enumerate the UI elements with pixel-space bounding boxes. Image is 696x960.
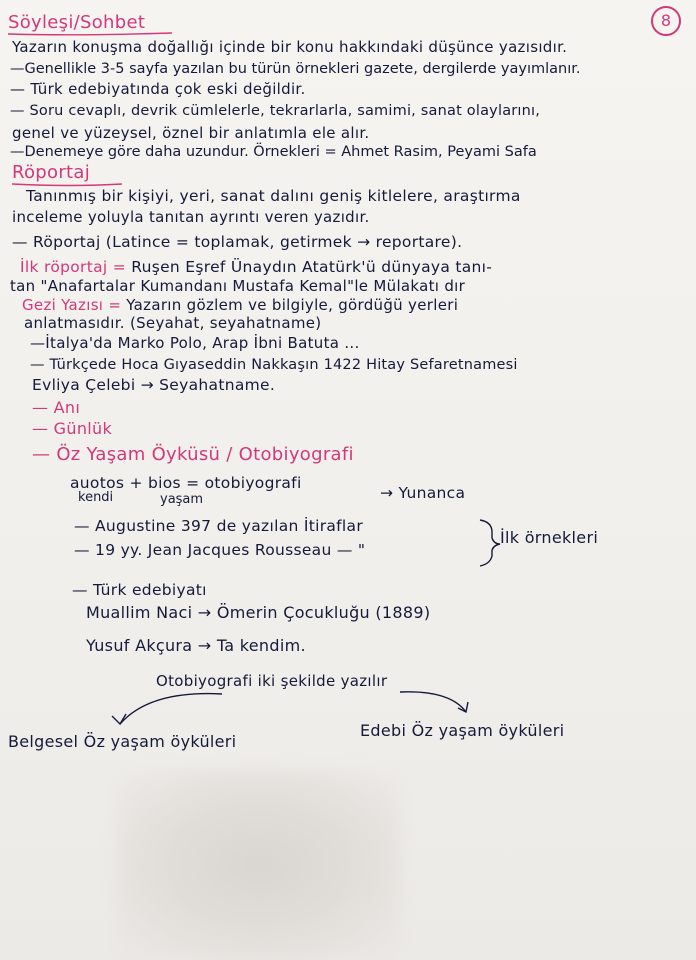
line-13-text: Yazarın gözlem ve bilgiyle, gördüğü yerleri — [121, 296, 459, 314]
line-9: inceleme yoluyla tanıtan ayrıntı veren yazıdır. — [12, 208, 370, 226]
line-28: Yusuf Akçura → Ta kendim. — [86, 636, 306, 655]
line-2: —Genellikle 3-5 sayfa yazılan bu türün örnekleri gazete, dergilerde yayımlanır. — [10, 61, 581, 77]
line-30: Belgesel Öz yaşam öyküleri — [8, 732, 237, 751]
line-17: Evliya Çelebi → Seyahatname. — [32, 376, 276, 394]
arrow-right-head — [458, 702, 468, 712]
underline-heading-soylesi — [8, 33, 172, 35]
brace-ilk-ornekleri — [480, 520, 500, 566]
line-21: auotos + bios = otobiyografi — [70, 474, 302, 492]
line-4: — Soru cevaplı, devrik cümlelerle, tekrarlarla, samimi, sanat olaylarını, — [10, 103, 541, 119]
line-5: genel ve yüzeysel, öznel bir anlatımla ele alır. — [12, 124, 370, 142]
item-ani: — Anı — [32, 398, 81, 417]
line-12: tan "Anafartalar Kumandanı Mustafa Kemal"le Mülakatı dır — [10, 277, 466, 295]
line-16: — Türkçede Hoca Gıyaseddin Nakkaşın 1422 Hitay Sefaretnamesi — [30, 357, 518, 373]
label-ilk-roportaj: İlk röportaj = — [20, 258, 126, 276]
page-number-circle: 8 — [651, 6, 681, 36]
line-11-text: Ruşen Eşref Ünaydın Atatürk'ü dünyaya tanı- — [126, 258, 493, 276]
line-23: — Augustine 397 de yazılan İtiraflar — [74, 517, 364, 535]
line-31: Edebi Öz yaşam öyküleri — [360, 721, 565, 740]
item-gunluk: — Günlük — [32, 419, 113, 438]
arrow-left — [120, 694, 222, 724]
label-gezi-yazisi: Gezi Yazısı = — [22, 296, 122, 314]
line-8: Tanınmış bir kişiyi, yeri, sanat dalını geniş kitlelere, araştırma — [26, 187, 521, 205]
sub-kendi: kendi — [78, 490, 114, 505]
heading-soylesi: Söyleşi/Sohbet — [8, 12, 146, 33]
line-22: → Yunanca — [380, 484, 466, 502]
line-1: Yazarın konuşma doğallığı içinde bir konu hakkındaki düşünce yazısıdır. — [12, 38, 568, 56]
line-29: Otobiyografi iki şekilde yazılır — [156, 672, 388, 690]
heading-roportaj: Röportaj — [12, 162, 91, 183]
underline-heading-roportaj — [12, 184, 122, 186]
item-oz-yasam: — Öz Yaşam Öyküsü / Otobiyografi — [32, 444, 354, 465]
sub-yasam: yaşam — [160, 492, 204, 507]
line-15: —İtalya'da Marko Polo, Arap İbni Batuta ... — [30, 334, 360, 352]
line-3: — Türk edebiyatında çok eski değildir. — [10, 80, 306, 98]
line-6: —Denemeye göre daha uzundur. Örnekleri = Ahmet Rasim, Peyami Safa — [10, 144, 537, 160]
line-26: — Türk edebiyatı — [72, 581, 207, 599]
line-27: Muallim Naci → Ömerin Çocukluğu (1889) — [86, 603, 431, 622]
paper-smudge — [118, 770, 400, 960]
arrow-right — [400, 692, 466, 712]
line-14: anlatmasıdır. (Seyahat, seyahatname) — [24, 314, 322, 332]
line-25: İlk örnekleri — [500, 528, 599, 547]
line-10: — Röportaj (Latince = toplamak, getirmek → reportare). — [12, 233, 463, 251]
line-24: — 19 yy. Jean Jacques Rousseau — " — [74, 541, 366, 559]
